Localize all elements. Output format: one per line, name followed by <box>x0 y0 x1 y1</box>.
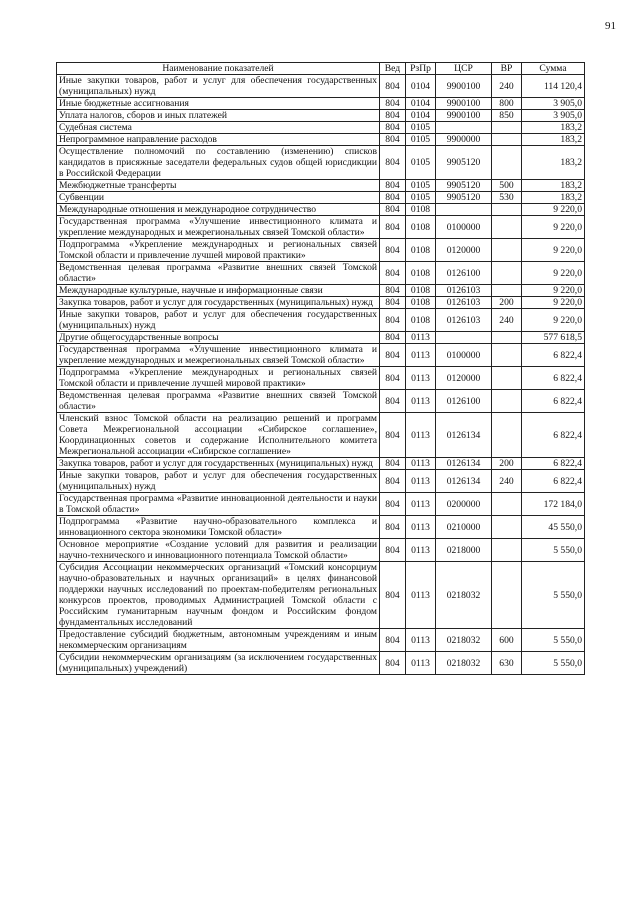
cell-csr: 0100000 <box>436 216 492 239</box>
cell-sum: 9 220,0 <box>522 216 585 239</box>
cell-csr: 0126103 <box>436 309 492 332</box>
cell-rzpr: 0113 <box>406 413 436 458</box>
cell-sum: 6 822,4 <box>522 344 585 367</box>
cell-ved: 804 <box>380 470 406 493</box>
cell-csr: 0120000 <box>436 367 492 390</box>
cell-rzpr: 0104 <box>406 98 436 110</box>
table-row <box>57 367 585 390</box>
cell-sum: 183,2 <box>522 180 585 192</box>
cell-csr: 0126100 <box>436 390 492 413</box>
cell-csr: 0120000 <box>436 239 492 262</box>
cell-sum: 6 822,4 <box>522 458 585 470</box>
cell-name: Иные закупки товаров, работ и услуг для обеспечения государственных (муниципальных) нужд <box>57 309 380 332</box>
cell-vr <box>492 332 522 344</box>
cell-rzpr: 0104 <box>406 110 436 122</box>
cell-rzpr: 0105 <box>406 146 436 180</box>
cell-name: Международные культурные, научные и информационные связи <box>57 285 380 297</box>
cell-ved: 804 <box>380 458 406 470</box>
cell-csr: 0218032 <box>436 652 492 675</box>
cell-vr <box>492 285 522 297</box>
page-number: 91 <box>605 20 616 32</box>
cell-csr: 0126103 <box>436 285 492 297</box>
cell-ved: 804 <box>380 122 406 134</box>
cell-rzpr: 0105 <box>406 122 436 134</box>
cell-ved: 804 <box>380 332 406 344</box>
cell-ved: 804 <box>380 285 406 297</box>
cell-rzpr: 0113 <box>406 344 436 367</box>
table-row <box>57 332 585 344</box>
cell-rzpr: 0108 <box>406 239 436 262</box>
table-row <box>57 262 585 285</box>
cell-vr <box>492 413 522 458</box>
table-row <box>57 493 585 516</box>
table-row <box>57 146 585 180</box>
cell-ved: 804 <box>380 146 406 180</box>
cell-csr <box>436 204 492 216</box>
cell-vr <box>492 562 522 629</box>
table-row <box>57 192 585 204</box>
cell-csr: 0218032 <box>436 562 492 629</box>
table-row <box>57 539 585 562</box>
cell-vr <box>492 239 522 262</box>
cell-csr: 0126103 <box>436 297 492 309</box>
header-row <box>57 63 585 75</box>
table-row <box>57 458 585 470</box>
cell-vr <box>492 146 522 180</box>
cell-name: Подпрограмма «Укрепление международных и региональных связей Томской области и привлечение лучшей мировой практики» <box>57 367 380 390</box>
cell-vr <box>492 493 522 516</box>
cell-csr: 0126100 <box>436 262 492 285</box>
cell-sum: 6 822,4 <box>522 413 585 458</box>
cell-ved: 804 <box>380 493 406 516</box>
table-row <box>57 562 585 629</box>
cell-vr <box>492 262 522 285</box>
cell-vr <box>492 516 522 539</box>
cell-csr: 9905120 <box>436 146 492 180</box>
table-row <box>57 516 585 539</box>
cell-sum: 172 184,0 <box>522 493 585 516</box>
cell-ved: 804 <box>380 216 406 239</box>
cell-vr <box>492 122 522 134</box>
cell-vr: 200 <box>492 458 522 470</box>
cell-rzpr: 0108 <box>406 285 436 297</box>
cell-name: Членский взнос Томской области на реализацию решений и программ Совета Межрегиональной ассоциации «Сибирское соглашение», Координационных советов и содержание Исполнительного комитета Межрегиональной ассоциации «Сибирское соглашение» <box>57 413 380 458</box>
header-rzpr: РзПр <box>406 63 436 75</box>
cell-rzpr: 0105 <box>406 180 436 192</box>
cell-name: Закупка товаров, работ и услуг для государственных (муниципальных) нужд <box>57 297 380 309</box>
cell-rzpr: 0113 <box>406 652 436 675</box>
cell-sum: 9 220,0 <box>522 297 585 309</box>
cell-vr <box>492 344 522 367</box>
cell-csr: 9900100 <box>436 75 492 98</box>
cell-sum: 9 220,0 <box>522 285 585 297</box>
cell-ved: 804 <box>380 110 406 122</box>
cell-sum: 9 220,0 <box>522 309 585 332</box>
cell-name: Основное мероприятие «Создание условий для развития и реализации научно-технического и инновационного потенциала Томской области» <box>57 539 380 562</box>
cell-ved: 804 <box>380 262 406 285</box>
header-sum: Сумма <box>522 63 585 75</box>
cell-vr <box>492 204 522 216</box>
header-ved: Вед <box>380 63 406 75</box>
cell-rzpr: 0113 <box>406 470 436 493</box>
cell-vr <box>492 134 522 146</box>
cell-sum: 9 220,0 <box>522 239 585 262</box>
table-row <box>57 413 585 458</box>
cell-sum: 6 822,4 <box>522 390 585 413</box>
cell-vr <box>492 539 522 562</box>
table-row <box>57 344 585 367</box>
cell-sum: 5 550,0 <box>522 562 585 629</box>
cell-name: Международные отношения и международное сотрудничество <box>57 204 380 216</box>
cell-rzpr: 0113 <box>406 539 436 562</box>
cell-sum: 577 618,5 <box>522 332 585 344</box>
cell-sum: 183,2 <box>522 134 585 146</box>
table-row <box>57 204 585 216</box>
cell-name: Иные закупки товаров, работ и услуг для обеспечения государственных (муниципальных) нужд <box>57 470 380 493</box>
cell-name: Ведомственная целевая программа «Развитие внешних связей Томской области» <box>57 262 380 285</box>
cell-name: Государственная программа «Развитие инновационной деятельности и науки в Томской области» <box>57 493 380 516</box>
cell-csr: 9900000 <box>436 134 492 146</box>
cell-rzpr: 0113 <box>406 390 436 413</box>
cell-rzpr: 0108 <box>406 204 436 216</box>
cell-ved: 804 <box>380 180 406 192</box>
cell-name: Субвенции <box>57 192 380 204</box>
cell-rzpr: 0113 <box>406 516 436 539</box>
cell-ved: 804 <box>380 309 406 332</box>
cell-name: Непрограммное направление расходов <box>57 134 380 146</box>
table-row <box>57 122 585 134</box>
cell-rzpr: 0108 <box>406 216 436 239</box>
cell-vr <box>492 390 522 413</box>
cell-ved: 804 <box>380 629 406 652</box>
cell-csr: 9905120 <box>436 192 492 204</box>
cell-ved: 804 <box>380 344 406 367</box>
cell-ved: 804 <box>380 204 406 216</box>
cell-csr: 0100000 <box>436 344 492 367</box>
cell-rzpr: 0113 <box>406 562 436 629</box>
cell-rzpr: 0108 <box>406 262 436 285</box>
cell-csr: 9900100 <box>436 110 492 122</box>
cell-ved: 804 <box>380 390 406 413</box>
table-row <box>57 470 585 493</box>
table-header <box>57 63 585 75</box>
cell-sum: 3 905,0 <box>522 98 585 110</box>
cell-name: Судебная система <box>57 122 380 134</box>
cell-rzpr: 0113 <box>406 332 436 344</box>
cell-sum: 183,2 <box>522 192 585 204</box>
cell-vr: 240 <box>492 470 522 493</box>
cell-name: Государственная программа «Улучшение инвестиционного климата и укрепление международных и межрегиональных связей Томской области» <box>57 344 380 367</box>
cell-rzpr: 0113 <box>406 493 436 516</box>
cell-rzpr: 0108 <box>406 309 436 332</box>
table-row <box>57 285 585 297</box>
cell-ved: 804 <box>380 239 406 262</box>
cell-ved: 804 <box>380 134 406 146</box>
table-row <box>57 239 585 262</box>
header-name: Наименование показателей <box>57 63 380 75</box>
budget-table <box>56 62 585 675</box>
cell-csr: 0218000 <box>436 539 492 562</box>
cell-sum: 9 220,0 <box>522 204 585 216</box>
cell-vr: 240 <box>492 75 522 98</box>
cell-ved: 804 <box>380 297 406 309</box>
cell-rzpr: 0104 <box>406 75 436 98</box>
cell-vr: 850 <box>492 110 522 122</box>
header-vr: ВР <box>492 63 522 75</box>
cell-csr: 0126134 <box>436 458 492 470</box>
cell-ved: 804 <box>380 516 406 539</box>
cell-vr: 600 <box>492 629 522 652</box>
cell-ved: 804 <box>380 562 406 629</box>
cell-rzpr: 0105 <box>406 134 436 146</box>
table-row <box>57 629 585 652</box>
cell-name: Государственная программа «Улучшение инвестиционного климата и укрепление международных и межрегиональных связей Томской области» <box>57 216 380 239</box>
header-csr: ЦСР <box>436 63 492 75</box>
cell-name: Иные бюджетные ассигнования <box>57 98 380 110</box>
table-row <box>57 652 585 675</box>
cell-sum: 5 550,0 <box>522 539 585 562</box>
cell-sum: 3 905,0 <box>522 110 585 122</box>
cell-name: Предоставление субсидий бюджетным, автономным учреждениям и иным некоммерческим организациям <box>57 629 380 652</box>
cell-rzpr: 0113 <box>406 629 436 652</box>
cell-name: Субсидии некоммерческим организациям (за исключением государственных (муниципальных) учреждений) <box>57 652 380 675</box>
cell-sum: 5 550,0 <box>522 629 585 652</box>
cell-rzpr: 0105 <box>406 192 436 204</box>
table-body <box>57 75 585 675</box>
cell-vr <box>492 367 522 390</box>
cell-sum: 6 822,4 <box>522 470 585 493</box>
table-row <box>57 216 585 239</box>
cell-csr: 0200000 <box>436 493 492 516</box>
cell-sum: 45 550,0 <box>522 516 585 539</box>
cell-csr <box>436 332 492 344</box>
cell-name: Ведомственная целевая программа «Развитие внешних связей Томской области» <box>57 390 380 413</box>
cell-name: Осуществление полномочий по составлению (изменению) списков кандидатов в присяжные заседатели федеральных судов общей юрисдикции в Российской Федерации <box>57 146 380 180</box>
cell-ved: 804 <box>380 367 406 390</box>
cell-sum: 9 220,0 <box>522 262 585 285</box>
cell-ved: 804 <box>380 98 406 110</box>
cell-rzpr: 0113 <box>406 367 436 390</box>
cell-csr: 9900100 <box>436 98 492 110</box>
cell-ved: 804 <box>380 75 406 98</box>
cell-csr: 0210000 <box>436 516 492 539</box>
cell-ved: 804 <box>380 539 406 562</box>
cell-csr: 9905120 <box>436 180 492 192</box>
cell-name: Подпрограмма «Укрепление международных и региональных связей Томской области и привлечение лучшей мировой практики» <box>57 239 380 262</box>
cell-vr: 530 <box>492 192 522 204</box>
cell-vr: 800 <box>492 98 522 110</box>
cell-csr: 0126134 <box>436 470 492 493</box>
cell-ved: 804 <box>380 413 406 458</box>
table-row <box>57 98 585 110</box>
cell-vr: 240 <box>492 309 522 332</box>
cell-vr: 630 <box>492 652 522 675</box>
cell-sum: 114 120,4 <box>522 75 585 98</box>
cell-sum: 6 822,4 <box>522 367 585 390</box>
cell-sum: 183,2 <box>522 122 585 134</box>
table-row <box>57 134 585 146</box>
cell-sum: 183,2 <box>522 146 585 180</box>
cell-ved: 804 <box>380 652 406 675</box>
cell-name: Субсидия Ассоциации некоммерческих организаций «Томский консорциум научно-образовательных и научных организаций» в целях финансовой поддержки научных исследований по проектам-победителям региональных конкурсов проектов, проводимых Администрацией Томской области с Российским гуманитарным научным фондом и Российским фондом фундаментальных исследований <box>57 562 380 629</box>
cell-name: Другие общегосударственные вопросы <box>57 332 380 344</box>
cell-name: Иные закупки товаров, работ и услуг для обеспечения государственных (муниципальных) нужд <box>57 75 380 98</box>
cell-csr: 0218032 <box>436 629 492 652</box>
cell-name: Уплата налогов, сборов и иных платежей <box>57 110 380 122</box>
table-row <box>57 110 585 122</box>
cell-name: Подпрограмма «Развитие научно-образовательного комплекса и инновационного сектора экономики Томской области» <box>57 516 380 539</box>
table-row <box>57 309 585 332</box>
cell-sum: 5 550,0 <box>522 652 585 675</box>
cell-name: Межбюджетные трансферты <box>57 180 380 192</box>
table-row <box>57 75 585 98</box>
cell-csr: 0126134 <box>436 413 492 458</box>
cell-vr: 500 <box>492 180 522 192</box>
cell-rzpr: 0113 <box>406 458 436 470</box>
table-row <box>57 297 585 309</box>
cell-csr <box>436 122 492 134</box>
cell-vr <box>492 216 522 239</box>
cell-ved: 804 <box>380 192 406 204</box>
cell-vr: 200 <box>492 297 522 309</box>
cell-rzpr: 0108 <box>406 297 436 309</box>
table-row <box>57 390 585 413</box>
cell-name: Закупка товаров, работ и услуг для государственных (муниципальных) нужд <box>57 458 380 470</box>
table-row <box>57 180 585 192</box>
